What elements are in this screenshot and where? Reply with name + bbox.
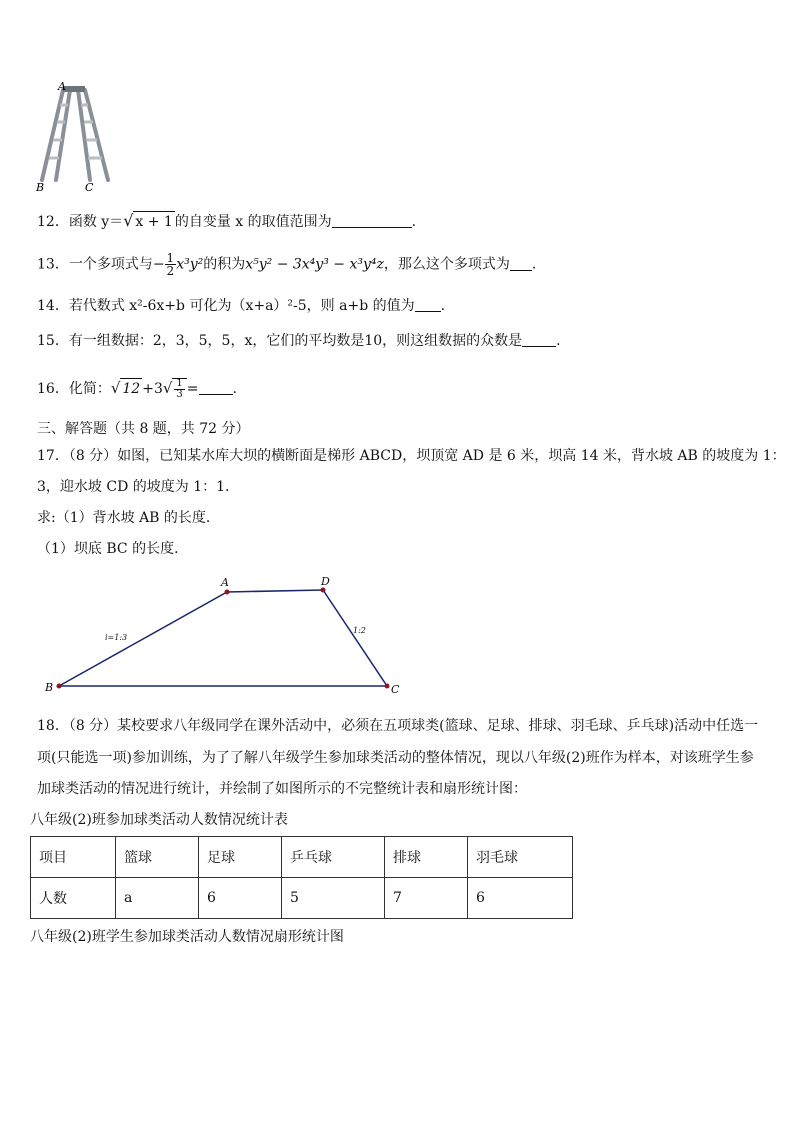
- trapezoid-label-b: B: [45, 681, 54, 694]
- q16-fraction: $\frac{1}{3}$: [172, 378, 186, 400]
- ladder-label-c: C: [85, 181, 94, 194]
- question-13: [37, 252, 536, 277]
- table-cell: 人数: [31, 878, 116, 919]
- trapezoid-label-c: C: [391, 683, 400, 696]
- q16-prefix: 16．化简：: [37, 381, 111, 397]
- table-cell: 6: [199, 878, 282, 919]
- table-cell: 乒乓球: [282, 837, 385, 878]
- table-row: [31, 878, 573, 919]
- trapezoid-label-a: A: [221, 576, 229, 589]
- q18-line-1: 18．（8 分）某校要求八年级同学在课外活动中，必须在五项球类(篮球、足球、排球、羽毛球、乒乓球)活动中任选一: [37, 718, 759, 734]
- trapezoid-label-d: D: [321, 575, 330, 588]
- trapezoid-figure: [30, 570, 410, 700]
- q13-end: .: [531, 256, 537, 273]
- question-15: [37, 331, 561, 351]
- q17-line-1: 17．（8 分）如图，已知某水库大坝的横断面是梯形 ABCD，坝顶宽 AD 是 6 米，坝高 14 米，背水坡 AB 的坡度为 1：: [37, 448, 786, 464]
- table-cell: a: [116, 878, 199, 919]
- table-header-row: [31, 837, 573, 878]
- table-cell: 羽毛球: [468, 837, 573, 878]
- q13-answer-blank[interactable]: [510, 256, 532, 271]
- q13-product: x⁵y² − 3x⁴y³ − x³y⁴z: [245, 256, 384, 273]
- ladder-label-b: B: [36, 181, 45, 194]
- q15-end: .: [556, 333, 561, 349]
- q15-text: 15．有一组数据：2，3，5，5，x，它们的平均数是10，则这组数据的众数是: [37, 333, 523, 349]
- q12-prefix: 12．函数 y＝: [37, 214, 124, 230]
- q12-end: .: [411, 214, 417, 230]
- q16-plus: +3: [142, 381, 163, 397]
- q18-line-2: 项(只能选一项)参加训练，为了了解八年级学生参加球类活动的整体情况，现以八年级(2)班作为样本，对该班学生参: [37, 750, 754, 766]
- ladder-label-a: A: [58, 80, 66, 93]
- table-cell: 6: [468, 878, 573, 919]
- q15-answer-blank[interactable]: [522, 332, 556, 347]
- slope-label-cd: 1:2: [353, 626, 366, 635]
- q14-text: 14．若代数式 x²-6x+b 可化为（x+a）²-5，则 a+b 的值为: [37, 298, 415, 314]
- q16-end: .: [232, 381, 237, 397]
- q17-line-2: 3，迎水坡 CD 的坡度为 1：1．: [37, 479, 240, 495]
- q18-table-title: 八年级(2)班参加球类活动人数情况统计表: [30, 812, 288, 828]
- slope-label-ab: i=1:3: [105, 633, 128, 642]
- ladder-figure: [30, 80, 130, 195]
- stat-table: [30, 836, 573, 919]
- table-cell: 项目: [31, 837, 116, 878]
- question-14: [37, 296, 445, 316]
- q14-end: .: [440, 298, 446, 314]
- table-cell: 7: [385, 878, 468, 919]
- question-16: 16．化简：√ 12 +3√ $\frac{1}{3}$ = .: [37, 378, 237, 400]
- q13-prefix: 13．一个多项式与−: [37, 256, 165, 273]
- q17-line-4: （1）坝底 BC 的长度．: [37, 541, 189, 557]
- table-cell: 篮球: [116, 837, 199, 878]
- q18-chart-title: 八年级(2)班学生参加球类活动人数情况扇形统计图: [30, 929, 344, 945]
- q18-line-3: 加球类活动的情况进行统计，并绘制了如图所示的不完整统计表和扇形统计图：: [37, 781, 527, 797]
- q12-radicand: x + 1: [133, 211, 174, 232]
- q13-fraction: $\frac{1}{2}$: [166, 251, 175, 278]
- q16-sqrt: 12: [120, 378, 142, 399]
- q16-answer-blank[interactable]: [199, 380, 233, 395]
- table-cell: 5: [282, 878, 385, 919]
- table-cell: 足球: [199, 837, 282, 878]
- q13-mid: 的积为: [203, 256, 246, 273]
- q14-answer-blank[interactable]: [415, 297, 441, 312]
- q13-suffix: ，那么这个多项式为: [383, 256, 510, 273]
- q13-monomial: x³y²: [176, 256, 204, 273]
- q17-line-3: 求:（1）背水坡 AB 的长度．: [37, 510, 220, 526]
- q12-answer-blank[interactable]: [332, 213, 412, 228]
- table-cell: 排球: [385, 837, 468, 878]
- question-12: 12．函数 y＝√ x + 1 的自变量 x 的取值范围为 .: [37, 211, 417, 230]
- q12-suffix: 的自变量 x 的取值范围为: [174, 214, 332, 230]
- q16-eq: =: [186, 381, 199, 397]
- section-3-title: 三、解答题（共 8 题，共 72 分）: [37, 421, 250, 437]
